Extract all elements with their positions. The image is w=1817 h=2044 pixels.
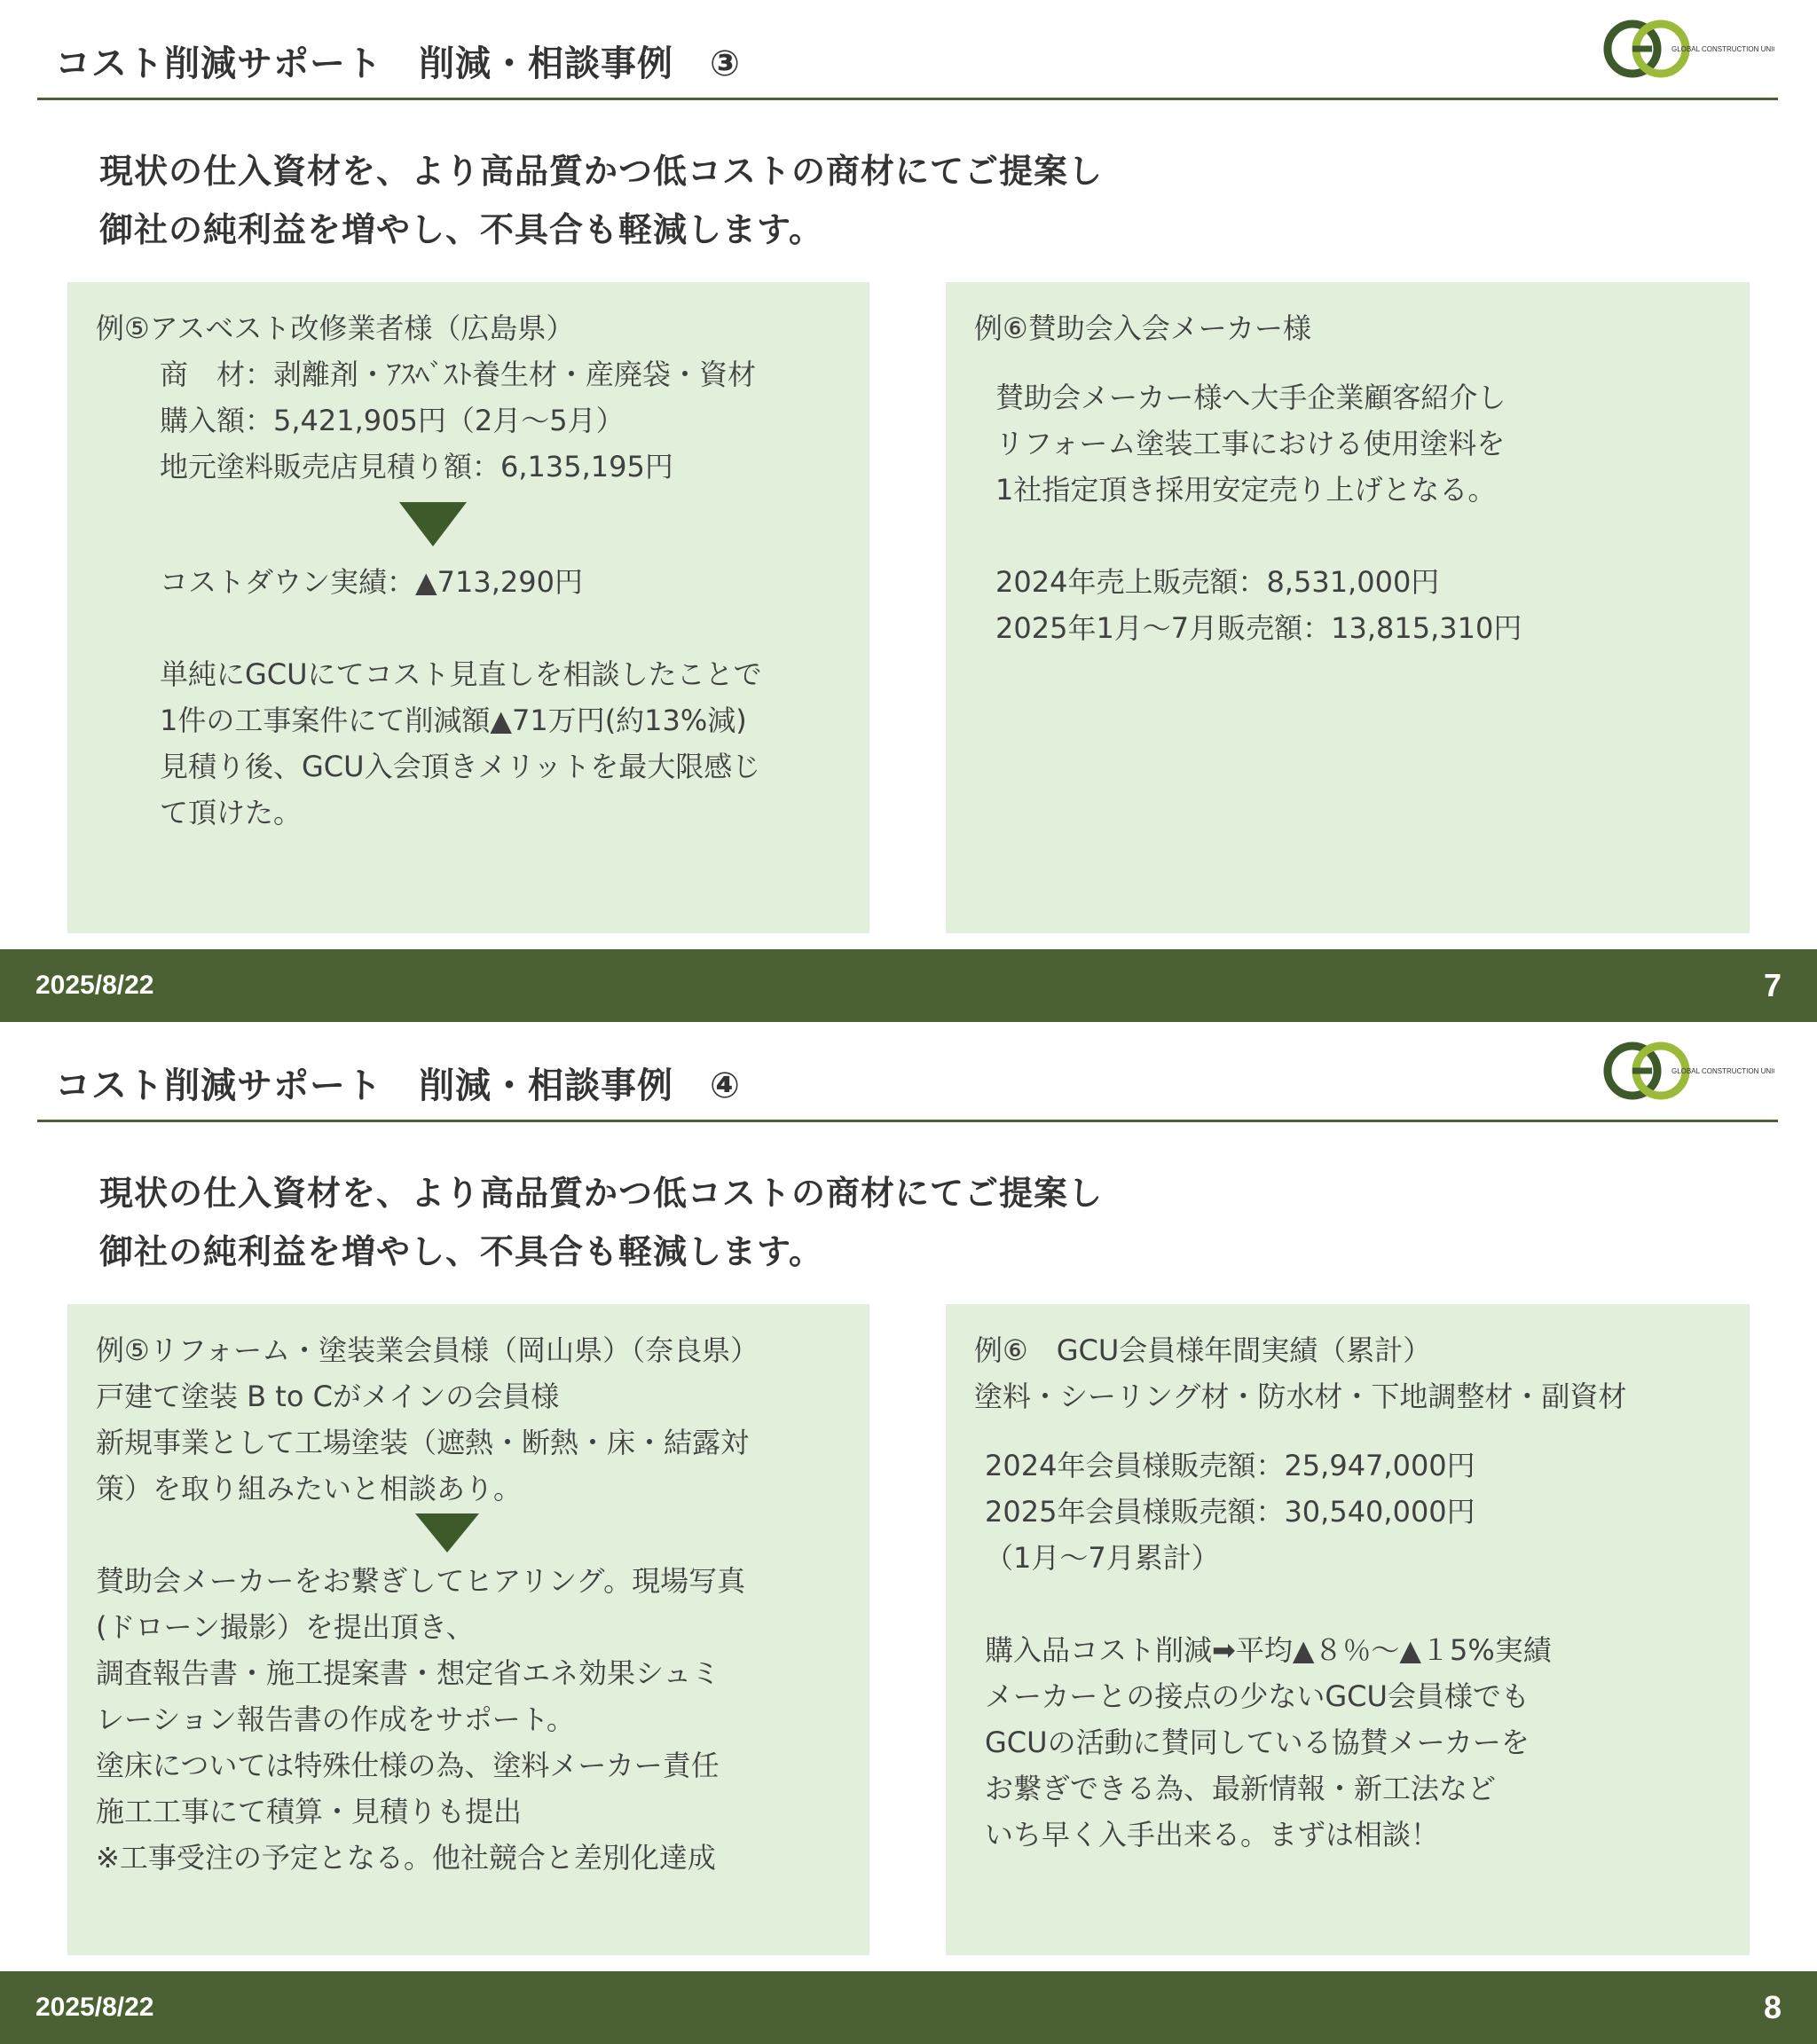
page-number: 7 <box>1763 967 1782 1003</box>
down-arrow-icon <box>415 1513 479 1553</box>
footer-date: 2025/8/22 <box>35 1993 154 2022</box>
logo-text: GLOBAL CONSTRUCTION UNION <box>1671 45 1774 53</box>
case-before: 新規事業として工場塗装（遮熱・断熱・床・結露対 <box>96 1426 750 1459</box>
slide-title: コスト削減サポート 削減・相談事例 ④ <box>55 1065 741 1106</box>
case-box-left <box>67 282 869 933</box>
case-detail: 購入額：5,421,905円（2月～5月） <box>160 404 625 437</box>
case-detail: 商 材：剥離剤・ｱｽﾍﾞｽﾄ養生材・産廃袋・資材 <box>160 358 757 391</box>
sales-figure-note: （1月～7月累計） <box>985 1541 1220 1575</box>
case-after: (ドローン撮影）を提出頂き、 <box>96 1610 475 1644</box>
cost-down-result: コストダウン実績：▲713,290円 <box>160 565 583 599</box>
lead-line: 現状の仕入資材を、より高品質かつ低コストの商材にてご提案し <box>99 1174 1104 1213</box>
case-note: 見積り後、GCU入会頂きメリットを最大限感じ <box>160 750 761 783</box>
sales-figure: 2024年売上販売額：8,531,000円 <box>995 565 1440 599</box>
sales-figure: 2025年会員様販売額：30,540,000円 <box>985 1495 1475 1529</box>
case-note: 1件の工事案件にて削減額▲71万円(約13%減) <box>160 704 747 737</box>
case-box-left <box>67 1304 869 1955</box>
footer-bar <box>0 949 1817 1022</box>
sales-figure: 2025年1月～7月販売額：13,815,310円 <box>995 611 1522 645</box>
case-before: 戸建て塗装 B to Cがメインの会員様 <box>96 1380 560 1413</box>
case-note: 単純にGCUにてコスト見直しを相談したことで <box>160 657 762 691</box>
case-after: 施工工事にて積算・見積りも提出 <box>96 1795 523 1828</box>
footer-bar <box>0 1971 1817 2044</box>
lead-line: 現状の仕入資材を、より高品質かつ低コストの商材にてご提案し <box>99 152 1104 191</box>
logo-text: GLOBAL CONSTRUCTION UNION <box>1671 1067 1774 1075</box>
case-after: ※工事受注の予定となる。他社競合と差別化達成 <box>96 1841 716 1875</box>
slide-8 <box>0 1022 1817 2044</box>
case-heading: 例⑤リフォーム・塗装業会員様（岡山県）（奈良県） <box>96 1333 759 1367</box>
gcu-logo <box>1597 1031 1774 1111</box>
gcu-logo <box>1597 9 1774 89</box>
down-arrow-row <box>96 490 841 559</box>
lead-text <box>99 1164 1103 1281</box>
lead-line: 御社の純利益を増やし、不具合も軽減します。 <box>99 210 823 249</box>
case-body-line: いち早く入手出来る。まずは相談！ <box>985 1818 1440 1851</box>
case-box-right <box>946 282 1750 933</box>
case-subheading: 塗料・シーリング材・防水材・下地調整材・副資材 <box>974 1380 1627 1413</box>
lead-text <box>99 142 1103 259</box>
case-after: レーション報告書の作成をサポート。 <box>96 1702 575 1736</box>
case-box-right <box>946 1304 1750 1955</box>
page-number: 8 <box>1763 1989 1782 2025</box>
footer-date: 2025/8/22 <box>35 971 154 1000</box>
down-arrow-icon <box>399 502 467 546</box>
case-detail: 地元塗料販売店見積り額：6,135,195円 <box>160 450 673 483</box>
case-body-line: 1社指定頂き採用安定売り上げとなる。 <box>995 473 1497 507</box>
slide-title: コスト削減サポート 削減・相談事例 ③ <box>55 43 741 84</box>
case-note: て頂けた。 <box>160 796 303 829</box>
title-divider <box>37 1120 1778 1122</box>
case-body-line: メーカーとの接点の少ないGCU会員様でも <box>985 1679 1530 1713</box>
case-before: 策）を取り組みたいと相談あり。 <box>96 1472 523 1505</box>
case-after: 調査報告書・施工提案書・想定省エネ効果シュミ <box>96 1656 720 1690</box>
case-heading: 例⑤アスベスト改修業者様（広島県） <box>96 311 575 345</box>
case-body-line: 購入品コスト削減➡平均▲８％～▲１5%実績 <box>985 1633 1552 1667</box>
case-body-line: 賛助会メーカー様へ大手企業顧客紹介し <box>995 381 1506 414</box>
title-divider <box>37 98 1778 100</box>
down-arrow-row <box>96 1512 841 1558</box>
case-heading: 例⑥賛助会入会メーカー様 <box>974 311 1312 345</box>
case-body-line: GCUの活動に賛同している協賛メーカーを <box>985 1726 1530 1759</box>
lead-line: 御社の純利益を増やし、不具合も軽減します。 <box>99 1232 823 1271</box>
case-after: 賛助会メーカーをお繋ぎしてヒアリング。現場写真 <box>96 1564 746 1598</box>
case-body-line: お繋ぎできる為、最新情報・新工法など <box>985 1772 1497 1805</box>
case-body-line: リフォーム塗装工事における使用塗料を <box>995 427 1506 460</box>
case-after: 塗床については特殊仕様の為、塗料メーカー責任 <box>96 1749 720 1782</box>
sales-figure: 2024年会員様販売額：25,947,000円 <box>985 1449 1475 1482</box>
case-heading: 例⑥ GCU会員様年間実績（累計） <box>974 1333 1432 1367</box>
